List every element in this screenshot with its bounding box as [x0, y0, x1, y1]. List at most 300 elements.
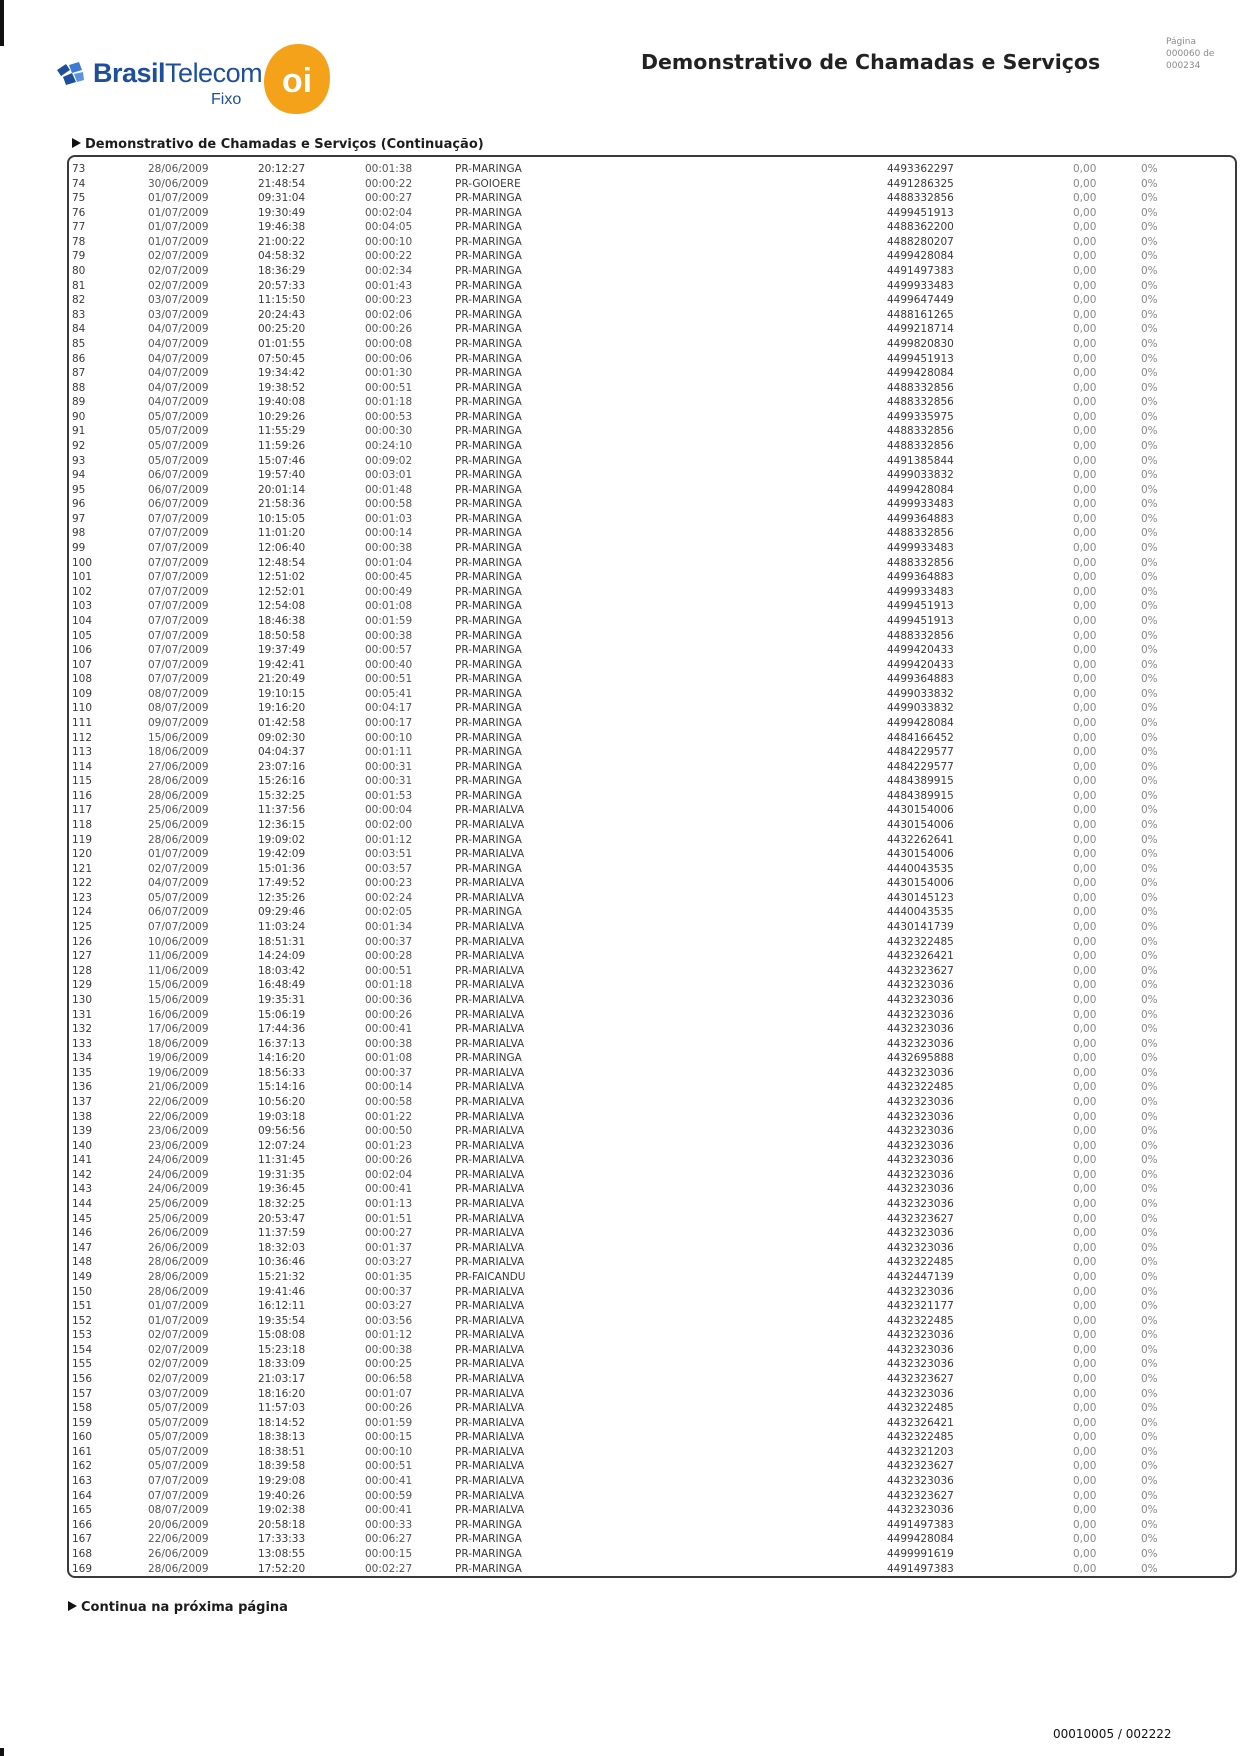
call-sequence: 158 — [72, 1402, 93, 1415]
call-percent: 0% — [1141, 571, 1158, 584]
call-time: 12:36:15 — [258, 819, 306, 832]
call-sequence: 118 — [72, 819, 93, 832]
call-duration: 00:01:59 — [365, 614, 413, 627]
call-duration: 00:00:14 — [365, 527, 413, 540]
call-percent: 0% — [1141, 1431, 1158, 1444]
call-location: PR-MARINGA — [455, 760, 522, 773]
call-time: 11:37:59 — [258, 1227, 306, 1240]
call-sequence: 108 — [72, 673, 93, 686]
called-number: 4432322485 — [887, 1431, 954, 1444]
call-sequence: 109 — [72, 687, 93, 700]
table-row — [69, 220, 1235, 235]
call-sequence: 74 — [72, 177, 86, 190]
table-row — [69, 1051, 1235, 1066]
call-duration: 00:02:34 — [365, 265, 413, 278]
table-row — [69, 337, 1235, 352]
call-percent: 0% — [1141, 1110, 1158, 1123]
call-date: 10/06/2009 — [148, 935, 209, 948]
call-date: 04/07/2009 — [148, 337, 209, 350]
call-duration: 00:00:51 — [365, 381, 413, 394]
call-duration: 00:00:49 — [365, 585, 413, 598]
table-row — [69, 964, 1235, 979]
call-location: PR-MARINGA — [455, 789, 522, 802]
table-row — [69, 308, 1235, 323]
call-sequence: 98 — [72, 527, 86, 540]
called-number: 4432321177 — [887, 1300, 954, 1313]
call-location: PR-MARINGA — [455, 279, 522, 292]
called-number: 4432447139 — [887, 1270, 954, 1283]
call-value: 0,00 — [1073, 177, 1097, 190]
call-sequence: 105 — [72, 629, 93, 642]
table-row — [69, 1197, 1235, 1212]
call-sequence: 120 — [72, 848, 93, 861]
called-number: 4488332856 — [887, 556, 954, 569]
call-percent: 0% — [1141, 702, 1158, 715]
call-duration: 00:00:10 — [365, 1445, 413, 1458]
call-value: 0,00 — [1073, 1037, 1097, 1050]
call-value: 0,00 — [1073, 877, 1097, 890]
call-value: 0,00 — [1073, 1489, 1097, 1502]
call-duration: 00:02:04 — [365, 206, 413, 219]
call-sequence: 169 — [72, 1562, 93, 1575]
table-row — [69, 760, 1235, 775]
call-duration: 00:01:22 — [365, 1110, 413, 1123]
call-value: 0,00 — [1073, 1168, 1097, 1181]
call-sequence: 83 — [72, 308, 86, 321]
call-value: 0,00 — [1073, 1460, 1097, 1473]
call-percent: 0% — [1141, 337, 1158, 350]
call-duration: 00:00:27 — [365, 1227, 413, 1240]
call-value: 0,00 — [1073, 804, 1097, 817]
table-row — [69, 352, 1235, 367]
table-row — [69, 1459, 1235, 1474]
call-time: 19:37:49 — [258, 644, 306, 657]
called-number: 4430154006 — [887, 819, 954, 832]
call-duration: 00:06:58 — [365, 1372, 413, 1385]
call-duration: 00:01:34 — [365, 921, 413, 934]
call-duration: 00:01:53 — [365, 789, 413, 802]
call-sequence: 117 — [72, 804, 93, 817]
call-time: 10:36:46 — [258, 1256, 306, 1269]
table-row — [69, 687, 1235, 702]
call-percent: 0% — [1141, 716, 1158, 729]
table-row — [69, 833, 1235, 848]
call-sequence: 127 — [72, 950, 93, 963]
call-value: 0,00 — [1073, 1183, 1097, 1196]
call-duration: 00:00:31 — [365, 775, 413, 788]
call-location: PR-MARINGA — [455, 1562, 522, 1575]
call-sequence: 155 — [72, 1358, 93, 1371]
call-duration: 00:00:40 — [365, 658, 413, 671]
call-time: 18:50:58 — [258, 629, 306, 642]
call-percent: 0% — [1141, 206, 1158, 219]
call-value: 0,00 — [1073, 1504, 1097, 1517]
call-duration: 00:01:12 — [365, 833, 413, 846]
triangle-bullet-icon — [68, 1601, 77, 1611]
call-sequence: 81 — [72, 279, 86, 292]
call-time: 09:29:46 — [258, 906, 306, 919]
call-sequence: 150 — [72, 1285, 93, 1298]
table-row — [69, 1387, 1235, 1402]
call-location: PR-MARIALVA — [455, 804, 525, 817]
called-number: 4488332856 — [887, 381, 954, 394]
call-value: 0,00 — [1073, 1096, 1097, 1108]
call-date: 07/07/2009 — [148, 556, 209, 569]
called-number: 4432323036 — [887, 1241, 954, 1254]
called-number: 4432695888 — [887, 1052, 954, 1065]
call-time: 00:25:20 — [258, 323, 306, 336]
call-sequence: 73 — [72, 163, 86, 175]
call-location: PR-MARINGA — [455, 439, 522, 452]
call-sequence: 93 — [72, 454, 86, 467]
call-sequence: 123 — [72, 891, 93, 904]
call-sequence: 129 — [72, 979, 93, 992]
call-duration: 00:01:43 — [365, 279, 413, 292]
call-sequence: 166 — [72, 1518, 93, 1531]
call-duration: 00:03:51 — [365, 848, 413, 861]
call-time: 11:15:50 — [258, 294, 306, 307]
call-time: 19:10:15 — [258, 687, 306, 700]
called-number: 4432323036 — [887, 993, 954, 1006]
call-duration: 00:01:23 — [365, 1139, 413, 1152]
table-row — [69, 249, 1235, 264]
call-time: 19:03:18 — [258, 1110, 306, 1123]
call-value: 0,00 — [1073, 1154, 1097, 1167]
table-row — [69, 439, 1235, 454]
call-value: 0,00 — [1073, 527, 1097, 540]
call-location: PR-MARINGA — [455, 1518, 522, 1531]
call-sequence: 128 — [72, 964, 93, 977]
call-value: 0,00 — [1073, 935, 1097, 948]
call-duration: 00:00:17 — [365, 716, 413, 729]
call-duration: 00:00:10 — [365, 731, 413, 744]
call-time: 21:20:49 — [258, 673, 306, 686]
table-row — [69, 1343, 1235, 1358]
called-number: 4432323036 — [887, 1285, 954, 1298]
call-percent: 0% — [1141, 1285, 1158, 1298]
call-duration: 00:00:27 — [365, 192, 413, 205]
call-location: PR-MARIALVA — [455, 1460, 525, 1473]
call-date: 07/07/2009 — [148, 512, 209, 525]
called-number: 4488161265 — [887, 308, 954, 321]
call-duration: 00:00:23 — [365, 877, 413, 890]
call-duration: 00:01:37 — [365, 1241, 413, 1254]
call-duration: 00:00:28 — [365, 950, 413, 963]
call-duration: 00:00:45 — [365, 571, 413, 584]
table-row — [69, 803, 1235, 818]
call-percent: 0% — [1141, 498, 1158, 511]
call-location: PR-MARIALVA — [455, 1416, 525, 1429]
called-number: 4499364883 — [887, 571, 954, 584]
call-value: 0,00 — [1073, 1300, 1097, 1313]
call-percent: 0% — [1141, 163, 1158, 175]
called-number: 4488332856 — [887, 439, 954, 452]
call-percent: 0% — [1141, 1300, 1158, 1313]
call-sequence: 99 — [72, 542, 86, 555]
called-number: 4430154006 — [887, 848, 954, 861]
brand-name — [93, 58, 262, 89]
table-row — [69, 745, 1235, 760]
table-row — [69, 1299, 1235, 1314]
called-number: 4499420433 — [887, 658, 954, 671]
call-time: 19:46:38 — [258, 221, 306, 234]
table-row — [69, 731, 1235, 746]
call-value: 0,00 — [1073, 673, 1097, 686]
call-duration: 00:00:15 — [365, 1547, 413, 1560]
called-number: 4499933483 — [887, 498, 954, 511]
call-time: 12:54:08 — [258, 600, 306, 613]
call-time: 09:02:30 — [258, 731, 306, 744]
call-duration: 00:01:51 — [365, 1212, 413, 1225]
call-duration: 00:03:01 — [365, 469, 413, 482]
call-date: 19/06/2009 — [148, 1066, 209, 1079]
table-row — [69, 322, 1235, 337]
call-percent: 0% — [1141, 1314, 1158, 1327]
call-date: 05/07/2009 — [148, 1460, 209, 1473]
called-number: 4432322485 — [887, 935, 954, 948]
call-location: PR-MARINGA — [455, 1533, 522, 1546]
call-duration: 00:00:22 — [365, 177, 413, 190]
call-value: 0,00 — [1073, 585, 1097, 598]
called-number: 4488332856 — [887, 396, 954, 409]
call-sequence: 152 — [72, 1314, 93, 1327]
called-number: 4499647449 — [887, 294, 954, 307]
oi-logo — [262, 42, 332, 116]
call-location: PR-MARIALVA — [455, 1402, 525, 1415]
call-duration: 00:01:13 — [365, 1198, 413, 1211]
called-number: 4484389915 — [887, 775, 954, 788]
call-percent: 0% — [1141, 1504, 1158, 1517]
call-time: 19:36:45 — [258, 1183, 306, 1196]
call-location: PR-MARIALVA — [455, 1431, 525, 1444]
call-sequence: 107 — [72, 658, 93, 671]
call-value: 0,00 — [1073, 687, 1097, 700]
call-duration: 00:00:26 — [365, 323, 413, 336]
table-row — [69, 1430, 1235, 1445]
call-percent: 0% — [1141, 469, 1158, 482]
table-row — [69, 1518, 1235, 1533]
table-row — [69, 716, 1235, 731]
call-location: PR-MARIALVA — [455, 1227, 525, 1240]
table-row — [69, 1328, 1235, 1343]
call-sequence: 103 — [72, 600, 93, 613]
call-date: 07/07/2009 — [148, 585, 209, 598]
table-row — [69, 847, 1235, 862]
call-date: 25/06/2009 — [148, 819, 209, 832]
call-duration: 00:01:08 — [365, 1052, 413, 1065]
call-date: 18/06/2009 — [148, 1037, 209, 1050]
table-row — [69, 1095, 1235, 1110]
called-number: 4432323036 — [887, 1198, 954, 1211]
called-number: 4432322485 — [887, 1314, 954, 1327]
call-location: PR-MARIALVA — [455, 950, 525, 963]
scan-corner-mark — [0, 1748, 4, 1756]
call-date: 26/06/2009 — [148, 1241, 209, 1254]
call-duration: 00:02:00 — [365, 819, 413, 832]
call-sequence: 84 — [72, 323, 86, 336]
call-sequence: 95 — [72, 483, 86, 496]
call-sequence: 76 — [72, 206, 86, 219]
call-location: PR-MARIALVA — [455, 1183, 525, 1196]
call-sequence: 132 — [72, 1023, 93, 1036]
call-location: PR-MARIALVA — [455, 1008, 525, 1021]
call-location: PR-MARIALVA — [455, 1154, 525, 1167]
table-row — [69, 672, 1235, 687]
called-number: 4430141739 — [887, 921, 954, 934]
call-time: 18:51:31 — [258, 935, 306, 948]
called-number: 4430154006 — [887, 877, 954, 890]
called-number: 4499451913 — [887, 614, 954, 627]
call-duration: 00:00:51 — [365, 673, 413, 686]
call-percent: 0% — [1141, 1547, 1158, 1560]
called-number: 4499335975 — [887, 410, 954, 423]
call-percent: 0% — [1141, 1212, 1158, 1225]
call-percent: 0% — [1141, 1052, 1158, 1065]
call-sequence: 168 — [72, 1547, 93, 1560]
call-time: 15:07:46 — [258, 454, 306, 467]
table-row — [69, 1008, 1235, 1023]
call-location: PR-MARINGA — [455, 716, 522, 729]
call-sequence: 87 — [72, 367, 86, 380]
called-number: 4499451913 — [887, 352, 954, 365]
call-location: PR-MARIALVA — [455, 1168, 525, 1181]
call-sequence: 113 — [72, 746, 93, 759]
called-number: 4432323036 — [887, 1154, 954, 1167]
call-location: PR-MARIALVA — [455, 1096, 525, 1108]
call-location: PR-MARINGA — [455, 1052, 522, 1065]
table-row — [69, 818, 1235, 833]
call-duration: 00:01:07 — [365, 1387, 413, 1400]
called-number: 4432323036 — [887, 1139, 954, 1152]
scan-edge-mark — [0, 0, 4, 46]
call-time: 17:49:52 — [258, 877, 306, 890]
call-date: 06/07/2009 — [148, 498, 209, 511]
call-time: 15:14:16 — [258, 1081, 306, 1094]
call-date: 08/07/2009 — [148, 1504, 209, 1517]
call-location: PR-MARIALVA — [455, 1372, 525, 1385]
call-sequence: 161 — [72, 1445, 93, 1458]
call-date: 18/06/2009 — [148, 746, 209, 759]
table-row — [69, 541, 1235, 556]
called-number: 4488332856 — [887, 629, 954, 642]
call-location: PR-MARINGA — [455, 746, 522, 759]
call-value: 0,00 — [1073, 760, 1097, 773]
call-date: 05/07/2009 — [148, 1402, 209, 1415]
table-row — [69, 701, 1235, 716]
call-time: 18:56:33 — [258, 1066, 306, 1079]
call-location: PR-MARINGA — [455, 527, 522, 540]
call-sequence: 134 — [72, 1052, 93, 1065]
call-sequence: 135 — [72, 1066, 93, 1079]
call-time: 18:38:51 — [258, 1445, 306, 1458]
called-number: 4432326421 — [887, 950, 954, 963]
call-value: 0,00 — [1073, 221, 1097, 234]
call-location: PR-MARIALVA — [455, 1198, 525, 1211]
call-value: 0,00 — [1073, 542, 1097, 555]
called-number: 4432323036 — [887, 1037, 954, 1050]
call-value: 0,00 — [1073, 614, 1097, 627]
called-number: 4488332856 — [887, 527, 954, 540]
table-row — [69, 1182, 1235, 1197]
call-date: 01/07/2009 — [148, 1300, 209, 1313]
called-number: 4484389915 — [887, 789, 954, 802]
call-location: PR-MARINGA — [455, 469, 522, 482]
call-sequence: 80 — [72, 265, 86, 278]
call-sequence: 151 — [72, 1300, 93, 1313]
call-value: 0,00 — [1073, 410, 1097, 423]
call-location: PR-MARINGA — [455, 862, 522, 875]
call-date: 24/06/2009 — [148, 1154, 209, 1167]
call-duration: 00:01:59 — [365, 1416, 413, 1429]
call-date: 20/06/2009 — [148, 1518, 209, 1531]
call-location: PR-MARIALVA — [455, 935, 525, 948]
call-duration: 00:01:04 — [365, 556, 413, 569]
call-time: 21:58:36 — [258, 498, 306, 511]
call-value: 0,00 — [1073, 731, 1097, 744]
called-number: 4432323627 — [887, 1212, 954, 1225]
call-time: 04:58:32 — [258, 250, 306, 263]
table-row — [69, 1285, 1235, 1300]
call-duration: 00:01:08 — [365, 600, 413, 613]
call-location: PR-MARIALVA — [455, 1504, 525, 1517]
call-location: PR-MARIALVA — [455, 1475, 525, 1488]
brand-name-bold: Brasil — [93, 58, 166, 88]
call-time: 19:42:41 — [258, 658, 306, 671]
call-time: 12:52:01 — [258, 585, 306, 598]
call-location: PR-MARIALVA — [455, 819, 525, 832]
called-number: 4432322485 — [887, 1256, 954, 1269]
call-time: 11:37:56 — [258, 804, 306, 817]
call-sequence: 165 — [72, 1504, 93, 1517]
call-time: 19:29:08 — [258, 1475, 306, 1488]
calls-table — [69, 162, 1235, 1576]
call-time: 18:32:03 — [258, 1241, 306, 1254]
call-sequence: 164 — [72, 1489, 93, 1502]
called-number: 4440043535 — [887, 862, 954, 875]
call-duration: 00:00:31 — [365, 760, 413, 773]
call-date: 22/06/2009 — [148, 1096, 209, 1108]
called-number: 4432322485 — [887, 1081, 954, 1094]
call-location: PR-MARIALVA — [455, 964, 525, 977]
call-value: 0,00 — [1073, 1198, 1097, 1211]
call-duration: 00:00:10 — [365, 235, 413, 248]
call-value: 0,00 — [1073, 1125, 1097, 1138]
called-number: 4432323036 — [887, 979, 954, 992]
table-row — [69, 454, 1235, 469]
call-time: 11:57:03 — [258, 1402, 306, 1415]
call-percent: 0% — [1141, 265, 1158, 278]
call-sequence: 148 — [72, 1256, 93, 1269]
call-date: 08/07/2009 — [148, 687, 209, 700]
call-location: PR-MARIALVA — [455, 1081, 525, 1094]
brasil-telecom-emblem-icon — [55, 60, 85, 86]
call-date: 02/07/2009 — [148, 862, 209, 875]
call-percent: 0% — [1141, 308, 1158, 321]
call-sequence: 85 — [72, 337, 86, 350]
call-sequence: 101 — [72, 571, 93, 584]
call-date: 26/06/2009 — [148, 1227, 209, 1240]
call-percent: 0% — [1141, 585, 1158, 598]
call-percent: 0% — [1141, 1198, 1158, 1211]
call-time: 17:33:33 — [258, 1533, 306, 1546]
call-location: PR-MARIALVA — [455, 1241, 525, 1254]
table-row — [69, 643, 1235, 658]
call-value: 0,00 — [1073, 323, 1097, 336]
call-sequence: 156 — [72, 1372, 93, 1385]
call-duration: 00:00:58 — [365, 498, 413, 511]
call-location: PR-MARIALVA — [455, 1110, 525, 1123]
call-duration: 00:00:15 — [365, 1431, 413, 1444]
